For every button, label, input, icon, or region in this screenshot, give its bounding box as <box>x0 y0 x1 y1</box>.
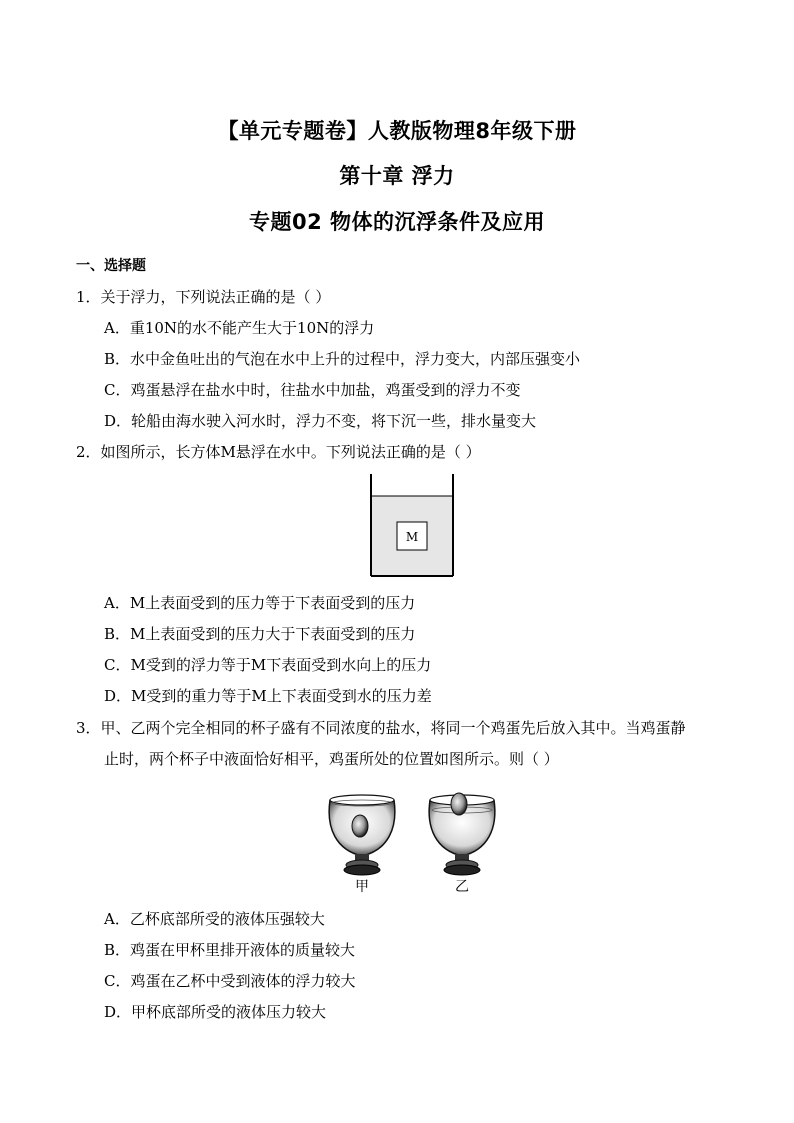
question-3-option-a: A．乙杯底部所受的液体压强较大 <box>104 910 325 928</box>
question-3-option-b: B．鸡蛋在甲杯里排开液体的质量较大 <box>104 941 356 959</box>
question-2-figure <box>368 472 458 580</box>
question-3-figure <box>322 780 502 878</box>
question-1-option-b: B．水中金鱼吐出的气泡在水中上升的过程中，浮力变大，内部压强变小 <box>104 350 581 368</box>
question-2-option-a: A．M上表面受到的压力等于下表面受到的压力 <box>104 594 416 612</box>
topic-title: 专题02 物体的沉浮条件及应用 <box>248 210 546 234</box>
chapter-title: 第十章 浮力 <box>339 164 455 188</box>
document-title: 【单元专题卷】人教版物理8年级下册 <box>217 119 577 143</box>
question-1-option-c: C．鸡蛋悬浮在盐水中时，往盐水中加盐，鸡蛋受到的浮力不变 <box>104 381 521 399</box>
figure-label-yi: 乙 <box>455 879 469 895</box>
figure-label-jia: 甲 <box>355 879 369 895</box>
question-3-stem: 3．甲、乙两个完全相同的杯子盛有不同浓度的盐水，将同一个鸡蛋先后放入其中。当鸡蛋静 <box>76 719 686 737</box>
question-3-stem-continued: 止时，两个杯子中液面恰好相平，鸡蛋所处的位置如图所示。则（ ） <box>104 750 559 768</box>
question-2-stem: 2．如图所示，长方体M悬浮在水中。下列说法正确的是（ ） <box>76 443 481 461</box>
glass-yi <box>429 793 495 875</box>
block-m-label: M <box>405 530 419 544</box>
section-heading: 一、选择题 <box>76 258 146 274</box>
question-1-option-a: A．重10N的水不能产生大于10N的浮力 <box>104 319 375 337</box>
question-3-option-c: C．鸡蛋在乙杯中受到液体的浮力较大 <box>104 972 356 990</box>
glass-jia <box>329 795 395 875</box>
question-2-option-d: D．M受到的重力等于M上下表面受到水的压力差 <box>104 687 432 705</box>
question-1-stem: 1．关于浮力，下列说法正确的是（ ） <box>76 288 331 306</box>
question-3-option-d: D．甲杯底部所受的液体压力较大 <box>104 1003 327 1021</box>
question-2-option-c: C．M受到的浮力等于M下表面受到水向上的压力 <box>104 656 432 674</box>
question-1-option-d: D．轮船由海水驶入河水时，浮力不变，将下沉一些，排水量变大 <box>104 412 537 430</box>
question-2-option-b: B．M上表面受到的压力大于下表面受到的压力 <box>104 625 416 643</box>
